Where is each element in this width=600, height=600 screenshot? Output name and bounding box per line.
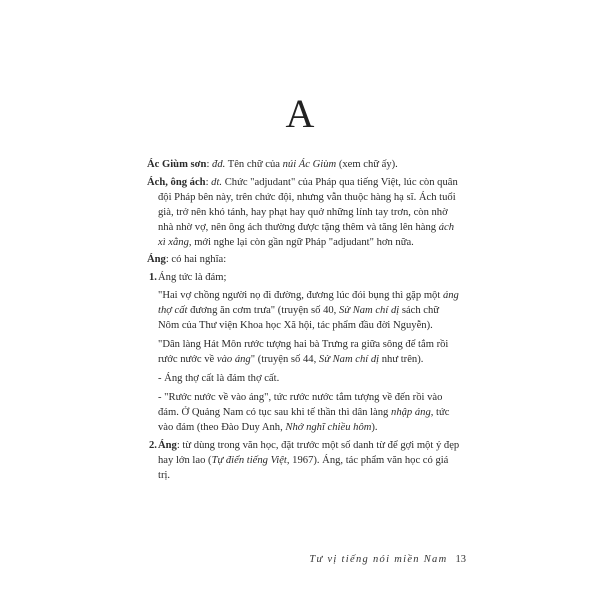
entry-ang [147,253,460,268]
note-text: , tức vào đám (theo Đào Duy Anh, [158,406,450,433]
page-number: 13 [455,554,466,565]
page-footer [0,554,466,565]
quote-text: " (truyện số 44, [250,353,319,365]
part-of-speech: đd. [212,159,226,170]
dictionary-body [147,158,460,487]
headword: Áng [147,254,166,266]
definition-text: : từ dùng trong văn học, đặt trước một số danh từ để gợi một ý đẹp hay lớn lao ( [158,440,460,467]
meaning-number: 2. [149,440,157,452]
note-1: - Áng thợ cất là đám thợ cất. [158,372,280,384]
entry-ac-giam-son: Ác Giùm sơn: đd. Tên chữ của núi Ác Giùm (xem chữ ấy). [147,159,398,170]
headword: Áng [158,440,177,452]
note-text: ). [371,421,378,433]
definition-text: , 1967). Áng, tác phẩm văn học có giá trị. [158,455,449,482]
meaning-text [158,439,460,484]
definition-text: : có hai nghĩa: [165,254,227,266]
note-text: - "Rước nước về vào áng", tức rước nước tắm tượng về đến rồi vào đám. Ở Quảng Nam có tục sau khi tế thần thì dân làng [158,391,443,418]
cross-reference: núi Ác Giùm [282,159,337,170]
running-title: Tư vị tiếng nói miền Nam [309,554,448,565]
meaning-1 [147,271,460,286]
book-title: Sử Nam chí dị [338,305,400,317]
section-letter: A [285,91,315,136]
headword: Ác Giùm sơn [147,159,207,170]
book-title: Tự điển tiếng Việt [211,455,287,467]
meaning-text: Áng tức là đám; [158,272,227,284]
quote-text: như trên). [379,353,424,365]
quote-text: "Dân làng Hát Môn rước tượng hai bà Trưng ra giữa sông để tắm rồi rước nước về [158,338,449,365]
quote-text: sách chữ Nôm của Thư viện Khoa học Xã hội, tác phẩm đầu đời Nguyễn). [158,305,440,332]
quote-text: "Hai vợ chồng người nọ đi đường, đương lúc đói bụng thì gặp một [158,290,443,302]
entry-ach: Ách, ông ách: dt. Chức "adjudant" của Pháp qua tiếng Việt, lúc còn quân đội Pháp bên này, trên chức đội, nhưng vẫn thuộc hàng hạ sĩ. Ách tuổi già, trở nên khó tánh, hay phạt hay quở những lính tay trơn, còn nhờ nhà nhờ vợ, nên ông ách thường được tặng thêm và tăng lên hàng ách xì xằng, mới nghe lại còn gần ngữ Pháp "adjudant" hơn nữa. [147,176,458,248]
part-of-speech: dt. [211,176,223,188]
italic-term: nhập áng [391,406,431,418]
quote-1 [147,289,460,334]
italic-term: vào áng [216,353,251,365]
quote-text: đương ăn cơm trưa" (truyện số 40, [187,305,339,317]
italic-term: ách xì xằng [158,221,455,248]
definition-text: Chức "adjudant" của Pháp qua tiếng Việt, lúc còn quân đội Pháp bên này, trên chức đội, nhưng vẫn thuộc hàng hạ sĩ. Ách tuổi già, trở nên khó tánh, hay phạt hay quở những lính tay trơn, còn nhờ nhà nhờ vợ, nên ông ách thường được tặng thêm và tăng lên hàng [158,176,458,233]
book-title: Nhớ nghĩ chiều hôm [285,421,372,433]
definition-text: Tên chữ của [225,159,283,170]
book-title: Sử Nam chí dị [318,353,380,365]
headword: Ách, ông ách [147,176,206,188]
italic-term: áng thợ cất [158,290,459,317]
definition-text: (xem chữ ấy). [336,159,398,170]
definition-text: , mới nghe lại còn gần ngữ Pháp "adjudant" hơn nữa. [188,236,414,248]
quote-2 [147,338,460,368]
note-2 [147,391,460,436]
meaning-2 [147,439,460,484]
meaning-number: 1. [149,272,157,284]
